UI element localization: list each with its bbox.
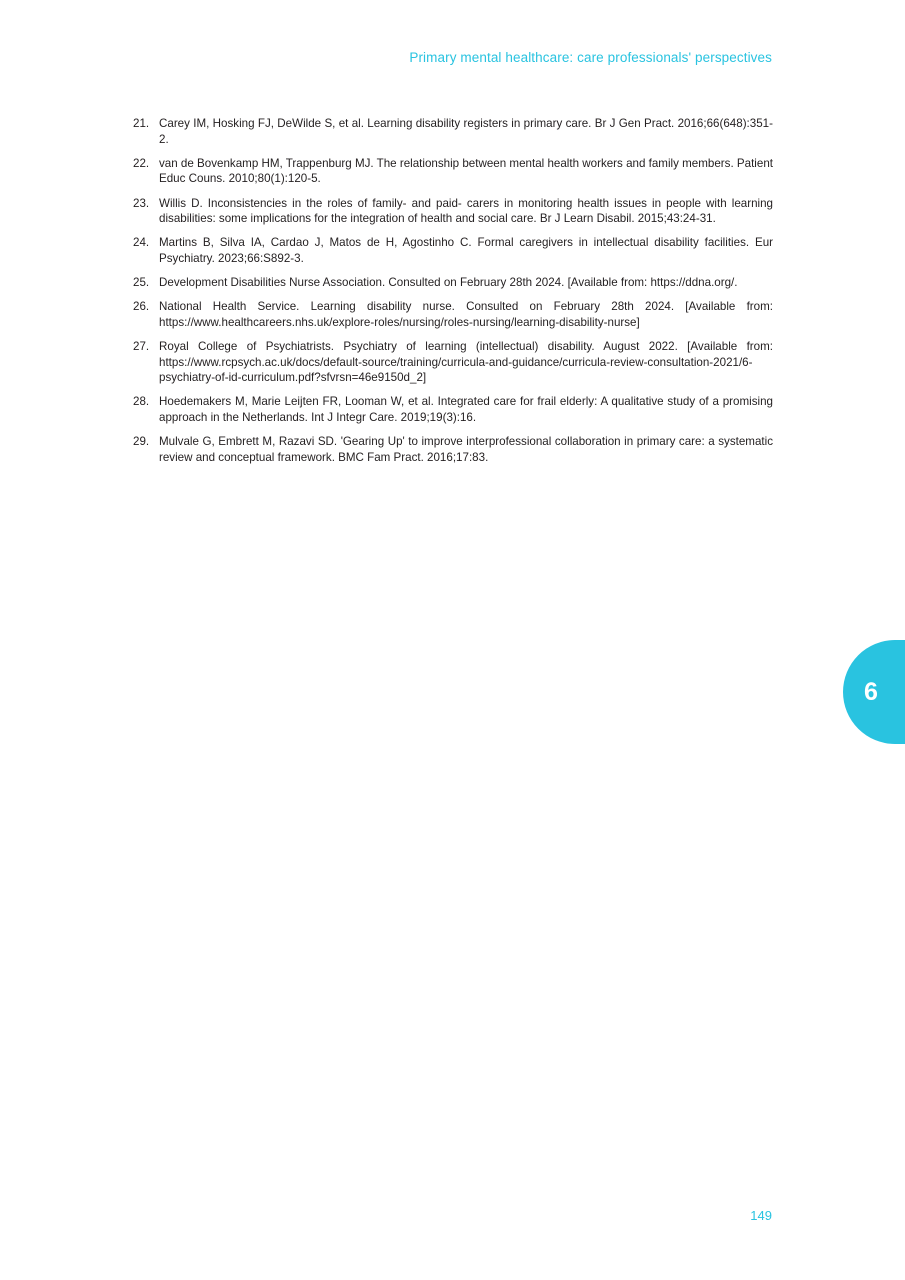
reference-number: 25. — [133, 276, 150, 290]
reference-number: 24. — [133, 236, 150, 250]
list-item — [133, 339, 773, 386]
chapter-number: 6 — [864, 677, 878, 706]
reference-text: Hoedemakers M, Marie Leijten FR, Looman W, et al. Integrated care for frail elderly: A qualitative study of a promising approach in the Netherlands. Int J Integr Care. 2019;19(3):16. — [159, 395, 773, 425]
reference-text: Willis D. Inconsistencies in the roles of family- and paid- carers in monitoring health issues in people with learning disabilities: some implications for the integration of health and social care. Br J Learn Disabil. 2015;43:24-31. — [159, 196, 773, 226]
reference-text: National Health Service. Learning disability nurse. Consulted on February 28th 2024. [Available from: https://www.healthcareers.nhs.uk/explore-roles/nursing/roles-nursing/learning-disability-nurse] — [159, 300, 773, 329]
list-item — [133, 394, 773, 425]
list-item — [133, 235, 773, 266]
running-header: Primary mental healthcare: care professionals' perspectives — [409, 50, 772, 65]
list-item — [133, 156, 773, 187]
page-number: 149 — [750, 1208, 772, 1223]
chapter-tab — [843, 640, 905, 744]
reference-text: Mulvale G, Embrett M, Razavi SD. 'Gearing Up' to improve interprofessional collaboration in primary care: a systematic review and conceptual framework. BMC Fam Pract. 2016;17:83. — [159, 435, 773, 464]
reference-text: Royal College of Psychiatrists. Psychiatry of learning (intellectual) disability. August 2022. [Available from: https://www.rcpsych.ac.uk/docs/default-source/training/curricula-and-guidance/curricula-review-consultation-2021/6-psychiatry-of-id-curriculum.pdf?sfvrsn=46e9150d_2] — [159, 340, 773, 385]
reference-number: 21. — [133, 117, 150, 130]
reference-number: 29. — [133, 435, 150, 449]
list-item — [133, 196, 773, 227]
reference-text: Carey IM, Hosking FJ, DeWilde S, et al. Learning disability registers in primary care. Br J Gen Pract. 2016;66(648):351-2. — [159, 117, 773, 146]
reference-text: Martins B, Silva IA, Cardao J, Matos de H, Agostinho C. Formal caregivers in intellectual disability facilities. Eur Psychiatry. 2023;66:S892-3. — [159, 236, 773, 265]
reference-text: van de Bovenkamp HM, Trappenburg MJ. The relationship between mental health workers and family members. Patient Educ Couns. 2010;80(1):120-5. — [159, 156, 773, 186]
reference-text: Development Disabilities Nurse Association. Consulted on February 28th 2024. [Available from: https://ddna.org/. — [159, 276, 738, 290]
list-item — [133, 434, 773, 465]
reference-number: 23. — [133, 196, 150, 210]
reference-number: 27. — [133, 340, 150, 354]
list-item — [133, 116, 773, 147]
reference-number: 22. — [133, 156, 150, 170]
reference-number: 28. — [133, 395, 150, 409]
reference-number: 26. — [133, 300, 150, 314]
list-item — [133, 275, 773, 291]
reference-list — [133, 116, 773, 474]
list-item — [133, 299, 773, 330]
